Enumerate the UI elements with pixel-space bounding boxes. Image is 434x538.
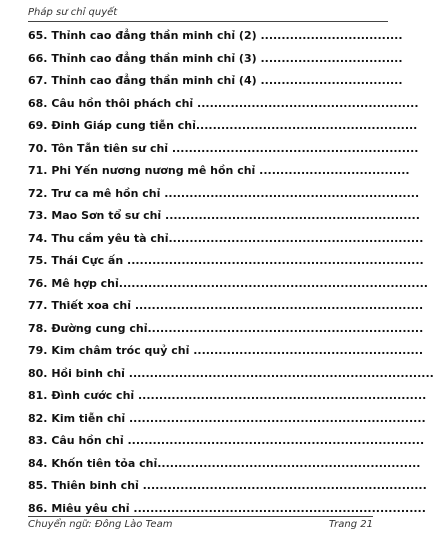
toc-item: 81. Đình cước chỉ ..................................................................... [28,389,427,402]
toc-item: 76. Mê hợp chỉ.......................................................................... [28,276,428,290]
toc-item: 79. Kim châm tróc quỷ chỉ ....................................................... [28,344,424,357]
toc-item: 85. Thiên binh chỉ .................................................................... [28,479,427,492]
toc-item: 65. Thỉnh cao đẳng thần minh chỉ (2) .................................. [28,29,403,42]
toc-item: 83. Câu hồn chỉ ....................................................................... [28,434,425,447]
table-of-contents [28,25,434,520]
toc-item: 71. Phi Yến nương nương mê hồn chỉ .................................... [28,164,410,177]
toc-item: 67. Thỉnh cao đẳng thần minh chỉ (4) .................................. [28,74,403,87]
toc-item: 69. Đinh Giáp cung tiễn chỉ..................................................... [28,119,418,132]
toc-item: 70. Tôn Tẫn tiên sư chỉ ........................................................... [28,141,419,155]
toc-item: 75. Thái Cực ấn ....................................................................... [28,254,424,267]
toc-item: 78. Đường cung chỉ.................................................................. [28,321,424,335]
toc-item: 74. Thu cầm yêu tà chỉ............................................................. [28,231,424,245]
toc-item: 82. Kim tiễn chỉ ....................................................................... [28,411,426,425]
page-footer [28,516,373,532]
toc-item: 80. Hồi binh chỉ ......................................................................... [28,366,434,380]
toc-item: 77. Thiết xoa chỉ ..................................................................... [28,299,424,312]
toc-item: 66. Thỉnh cao đẳng thần minh chỉ (3) .................................. [28,51,403,65]
page-number: Trang 21 [328,519,373,530]
page-header [28,6,388,22]
toc-item: 84. Khốn tiên tỏa chỉ............................................................... [28,456,421,470]
toc-item: 68. Câu hồn thôi phách chỉ ..................................................... [28,96,419,110]
toc-item: 72. Trư ca mê hồn chỉ ............................................................. [28,186,420,200]
header-title: Pháp sư chỉ quyết [28,7,118,18]
toc-item: 86. Miêu yêu chỉ ...................................................................... [28,501,426,515]
toc-item: 73. Mao Sơn tổ sư chỉ ............................................................. [28,209,420,222]
footer-credit: Chuyển ngữ: Đông Lào Team [28,519,173,530]
